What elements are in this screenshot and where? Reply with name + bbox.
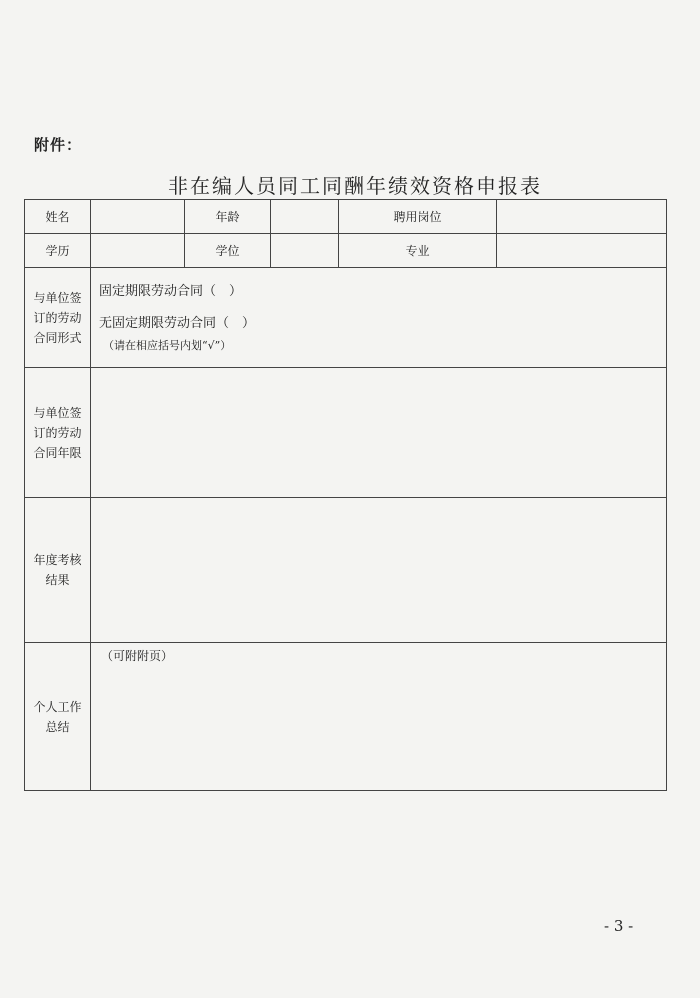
attachment-label: 附件： [34,136,83,154]
assessment-field[interactable] [91,498,667,643]
position-field[interactable] [497,200,667,234]
summary-label: 个人工作总结 [25,643,91,791]
table-row [25,200,667,234]
age-field[interactable] [271,200,339,234]
contract-form-label: 与单位签订的劳动合同形式 [25,268,91,368]
contract-years-field[interactable] [91,368,667,498]
table-row [25,368,667,498]
contract-note: （请在相应括号内划“√”） [103,338,232,352]
name-label: 姓名 [25,200,91,234]
degree-field[interactable] [271,234,339,268]
open-ended-contract-option[interactable]: 无固定期限劳动合同（ ） [99,315,256,331]
table-row [25,643,667,791]
position-label: 聘用岗位 [339,200,497,234]
name-field[interactable] [91,200,185,234]
table-row [25,268,667,368]
education-label: 学历 [25,234,91,268]
summary-field[interactable] [91,643,667,791]
major-field[interactable] [497,234,667,268]
summary-note: （可附附页） [101,649,174,663]
page-number: - 3 - [604,917,634,935]
assessment-label: 年度考核结果 [25,498,91,643]
major-label: 专业 [339,234,497,268]
fixed-term-contract-option[interactable]: 固定期限劳动合同（ ） [99,283,243,299]
degree-label: 学位 [185,234,271,268]
form-title: 非在编人员同工同酬年绩效资格申报表 [168,174,542,198]
table-row [25,234,667,268]
table-row [25,498,667,643]
contract-years-label: 与单位签订的劳动合同年限 [25,368,91,498]
age-label: 年龄 [185,200,271,234]
education-field[interactable] [91,234,185,268]
application-form-table [24,199,667,791]
contract-form-field[interactable] [91,268,667,368]
